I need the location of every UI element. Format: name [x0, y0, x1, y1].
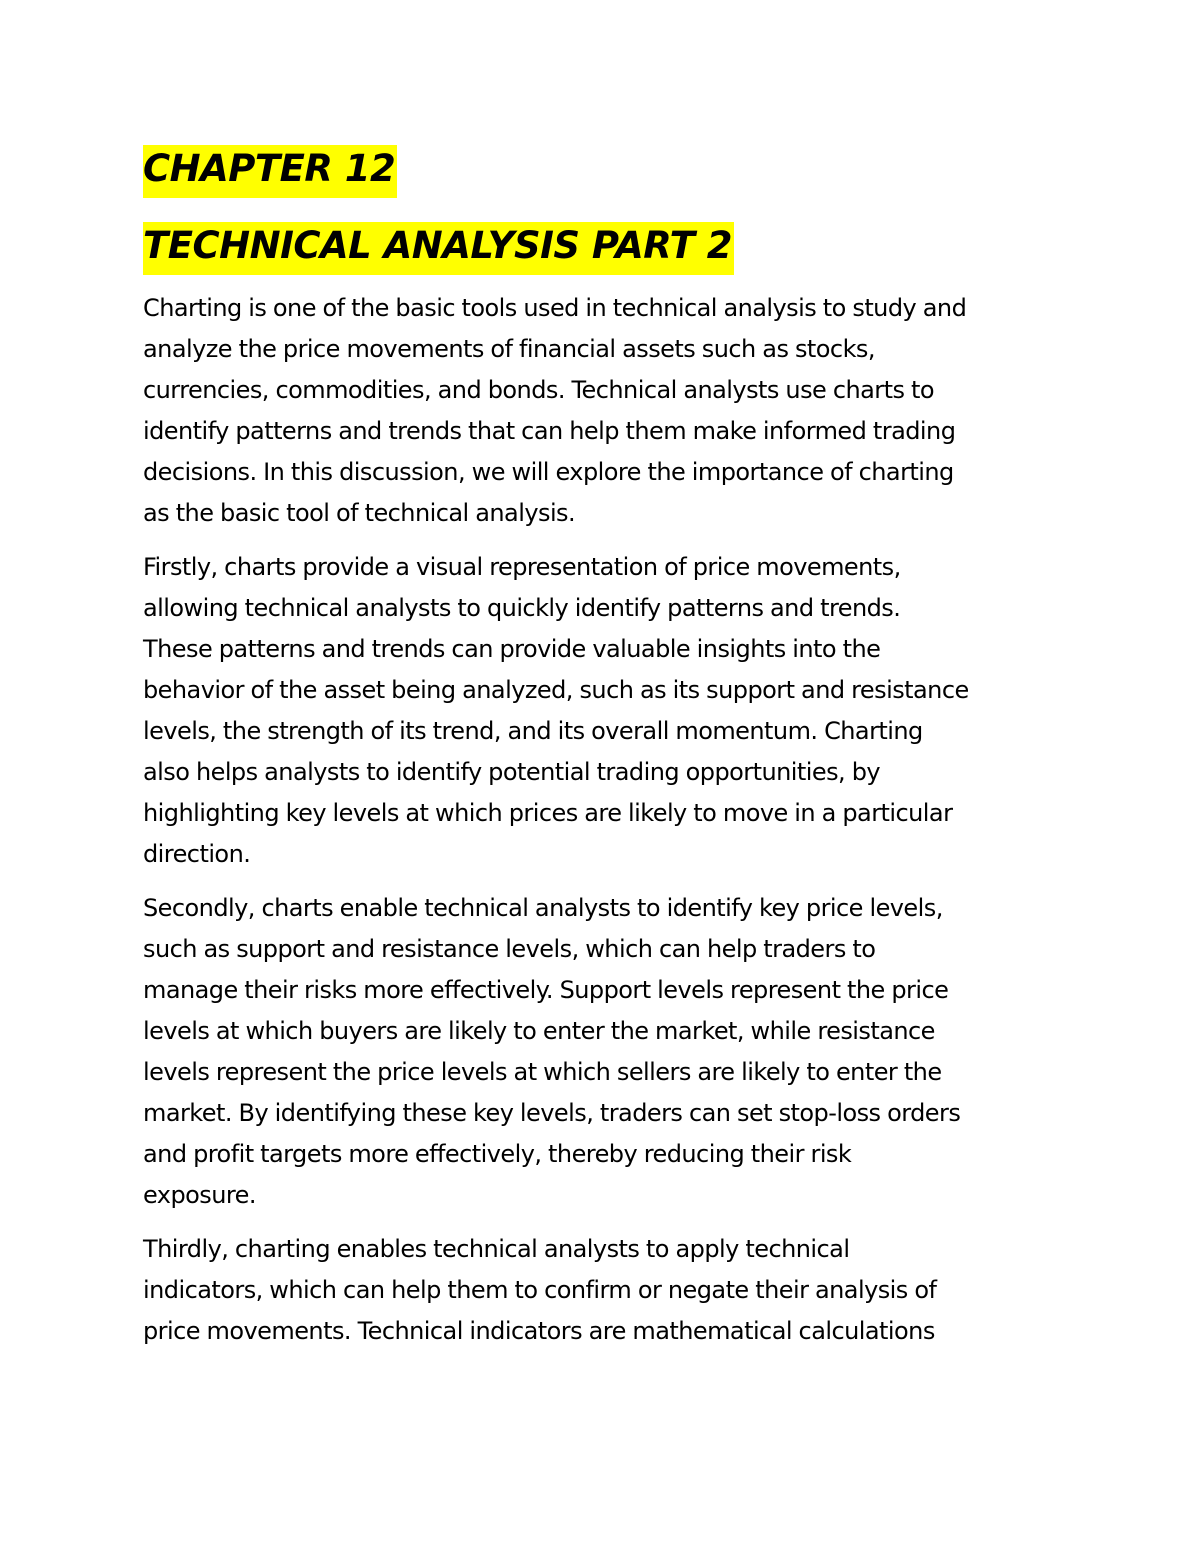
- text-line: Secondly, charts enable technical analysts to identify key price levels,: [143, 894, 943, 922]
- text-line: identify patterns and trends that can help them make informed trading: [143, 417, 956, 445]
- text-line: behavior of the asset being analyzed, such as its support and resistance: [143, 676, 969, 704]
- section-title-highlight: TECHNICAL ANALYSIS PART 2: [143, 222, 734, 275]
- text-line: levels represent the price levels at which sellers are likely to enter the: [143, 1058, 942, 1086]
- text-line: Firstly, charts provide a visual representation of price movements,: [143, 553, 901, 581]
- paragraph-firstly: [143, 547, 1063, 875]
- text-line: and profit targets more effectively, thereby reducing their risk: [143, 1140, 852, 1168]
- chapter-title-highlight: CHAPTER 12: [143, 145, 397, 198]
- paragraph-intro: [143, 288, 1063, 534]
- text-line: allowing technical analysts to quickly identify patterns and trends.: [143, 594, 901, 622]
- section-title: [143, 224, 1063, 267]
- chapter-title: [143, 147, 1063, 190]
- text-line: levels, the strength of its trend, and its overall momentum. Charting: [143, 717, 923, 745]
- text-line: decisions. In this discussion, we will explore the importance of charting: [143, 458, 954, 486]
- text-line: price movements. Technical indicators are mathematical calculations: [143, 1317, 935, 1345]
- document-content: [143, 147, 1063, 1365]
- text-line: manage their risks more effectively. Support levels represent the price: [143, 976, 949, 1004]
- paragraph-secondly: [143, 888, 1063, 1216]
- text-line: currencies, commodities, and bonds. Technical analysts use charts to: [143, 376, 934, 404]
- text-line: highlighting key levels at which prices are likely to move in a particular: [143, 799, 953, 827]
- text-line: indicators, which can help them to confirm or negate their analysis of: [143, 1276, 937, 1304]
- text-line: also helps analysts to identify potential trading opportunities, by: [143, 758, 881, 786]
- text-line: These patterns and trends can provide valuable insights into the: [143, 635, 881, 663]
- text-line: levels at which buyers are likely to enter the market, while resistance: [143, 1017, 935, 1045]
- text-line: Charting is one of the basic tools used in technical analysis to study and: [143, 294, 967, 322]
- paragraph-thirdly: [143, 1229, 1063, 1352]
- text-line: direction.: [143, 840, 251, 868]
- text-line: such as support and resistance levels, which can help traders to: [143, 935, 876, 963]
- text-line: Thirdly, charting enables technical analysts to apply technical: [143, 1235, 850, 1263]
- text-line: as the basic tool of technical analysis.: [143, 499, 576, 527]
- text-line: analyze the price movements of financial assets such as stocks,: [143, 335, 875, 363]
- text-line: market. By identifying these key levels, traders can set stop-loss orders: [143, 1099, 961, 1127]
- text-line: exposure.: [143, 1181, 256, 1209]
